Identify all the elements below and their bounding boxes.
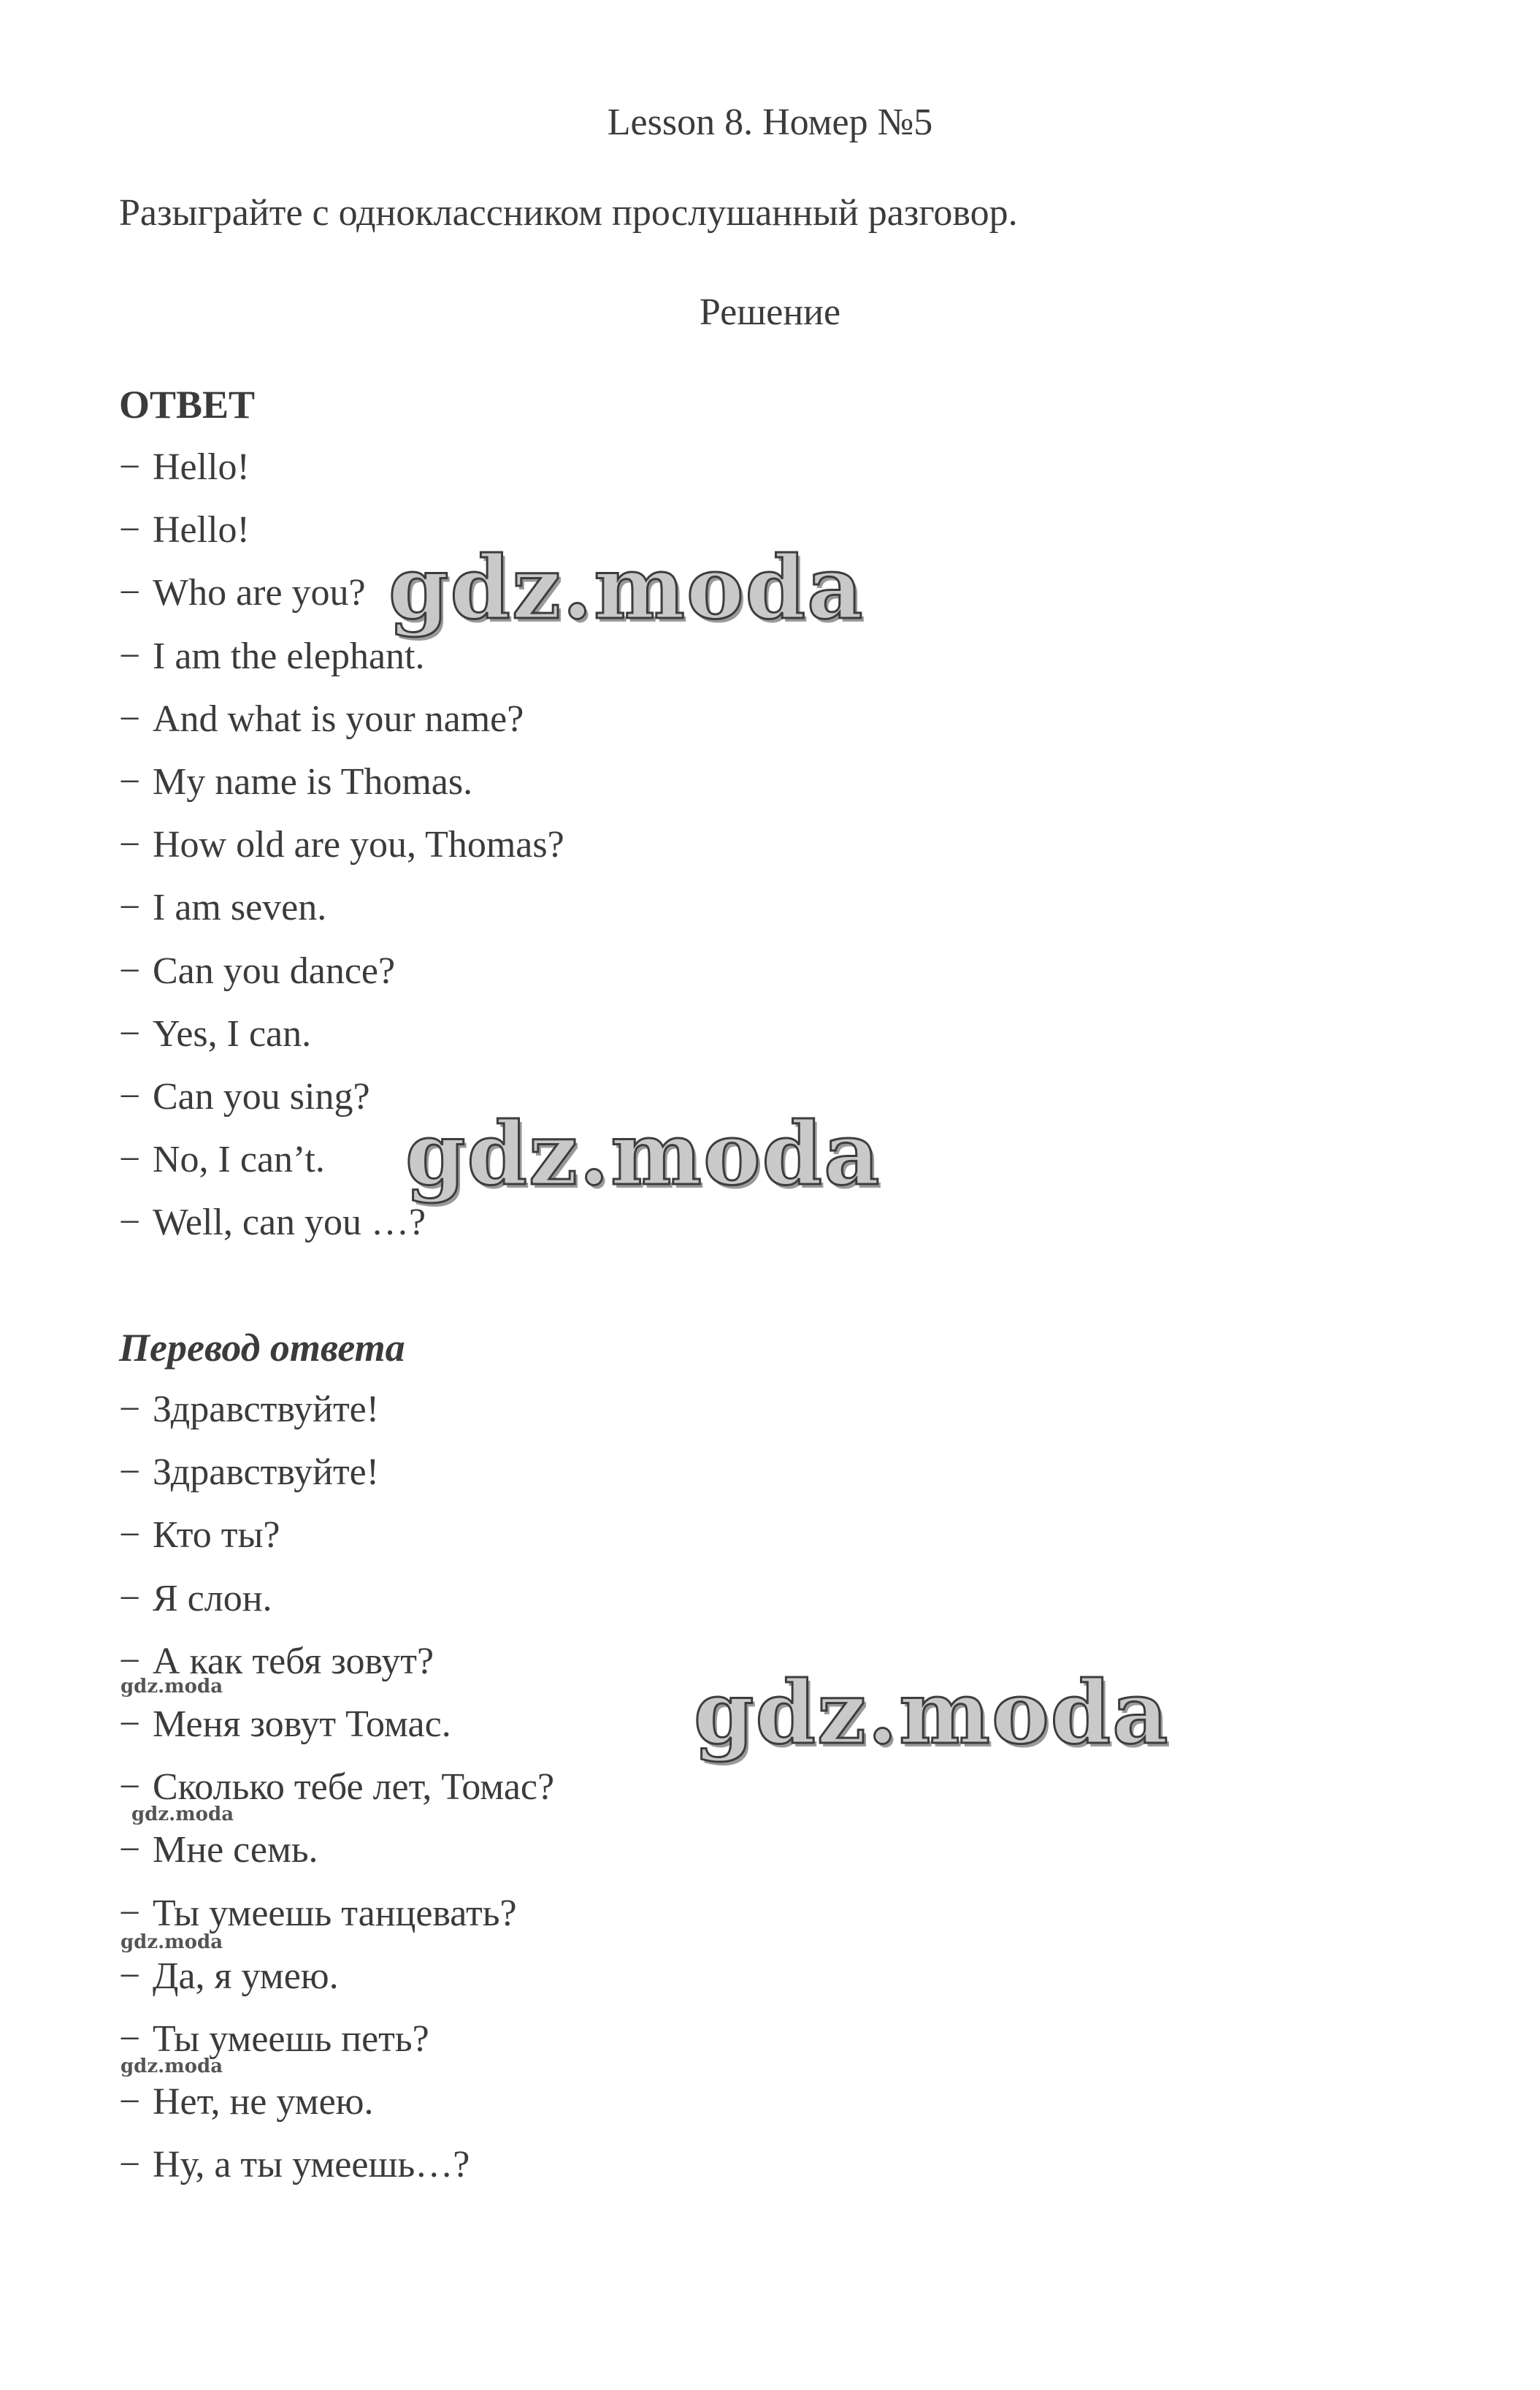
dialogue-line: − No, I can’t. xyxy=(119,1139,325,1181)
answer-heading: ОТВЕТ xyxy=(119,383,256,427)
solution-label: Решение xyxy=(699,291,841,333)
dialogue-line: − How old are you, Thomas? xyxy=(119,824,564,866)
dash: − xyxy=(119,1955,141,1997)
dash: − xyxy=(119,2017,141,2060)
dash: − xyxy=(119,1389,141,1430)
dash: − xyxy=(119,760,141,803)
dialogue-line: − Кто ты? xyxy=(119,1514,280,1557)
dash: − xyxy=(119,887,141,929)
dash: − xyxy=(119,1139,141,1181)
dialogue-line: − Здравствуйте! xyxy=(119,1389,380,1430)
translation-dialogue xyxy=(119,1388,554,2206)
dialogue-line: − Yes, I can. xyxy=(119,1012,312,1055)
dialogue-line: − Здравствуйте! xyxy=(119,1451,380,1494)
dialogue-line: − I am the elephant. xyxy=(119,635,425,677)
dialogue-line: − Hello! xyxy=(119,509,250,551)
dialogue-line: − Я слон. xyxy=(119,1577,272,1619)
dialogue-line: − Ну, а ты умеешь…? xyxy=(119,2144,470,2186)
dialogue-line: − I am seven. xyxy=(119,887,327,929)
dash: − xyxy=(119,635,141,677)
dialogue-line: − Да, я умею. xyxy=(119,1955,339,1997)
watermark-small: gdz.moda xyxy=(120,1931,223,1953)
dash: − xyxy=(119,1451,141,1494)
watermark: gdz.moda xyxy=(694,1662,1170,1763)
dash: − xyxy=(119,1012,141,1055)
dash: − xyxy=(119,2081,141,2123)
dialogue-line: − Hello! xyxy=(119,446,250,488)
watermark-small: gdz.moda xyxy=(131,1803,234,1825)
dialogue-line: − Нет, не умею. xyxy=(119,2081,374,2123)
dash: − xyxy=(119,1829,141,1871)
dash: − xyxy=(119,1703,141,1745)
dash: − xyxy=(119,446,141,488)
watermark: gdz.moda xyxy=(388,537,865,638)
dialogue-line: − And what is your name? xyxy=(119,698,524,740)
dash: − xyxy=(119,950,141,992)
dash: − xyxy=(119,1514,141,1557)
dash: − xyxy=(119,698,141,740)
dash: − xyxy=(119,1892,141,1934)
dash: − xyxy=(119,572,141,614)
dialogue-line: − Ты умеешь петь? xyxy=(119,2017,429,2060)
dialogue-line: − А как тебя зовут? xyxy=(119,1640,434,1682)
dialogue-line: − Ты умеешь танцевать? xyxy=(119,1892,517,1934)
dialogue-line: − Сколько тебе лет, Томас? xyxy=(119,1766,555,1809)
dialogue-line: − Well, can you …? xyxy=(119,1202,426,1244)
dash: − xyxy=(119,1577,141,1619)
dash: − xyxy=(119,1202,141,1244)
dialogue-line: − Who are you? xyxy=(119,572,366,614)
watermark-small: gdz.moda xyxy=(120,1676,223,1698)
watermark: gdz.moda xyxy=(405,1103,881,1204)
dash: − xyxy=(119,1075,141,1118)
watermark-small: gdz.moda xyxy=(120,2055,223,2077)
dash: − xyxy=(119,824,141,866)
task-text: Разыграйте с одноклассником прослушанный разговор. xyxy=(119,192,1018,234)
page-title: Lesson 8. Номер №5 xyxy=(607,102,933,143)
dash: − xyxy=(119,1766,141,1809)
dialogue-line: − Can you dance? xyxy=(119,950,396,992)
dialogue-line: − Can you sing? xyxy=(119,1075,370,1118)
dash: − xyxy=(119,1640,141,1682)
dialogue-line: − Мне семь. xyxy=(119,1829,318,1871)
translation-heading: Перевод ответа xyxy=(119,1326,405,1370)
dash: − xyxy=(119,2144,141,2186)
dash: − xyxy=(119,509,141,551)
dialogue-line: − Меня зовут Томас. xyxy=(119,1703,451,1745)
dialogue-line: − My name is Thomas. xyxy=(119,760,473,803)
